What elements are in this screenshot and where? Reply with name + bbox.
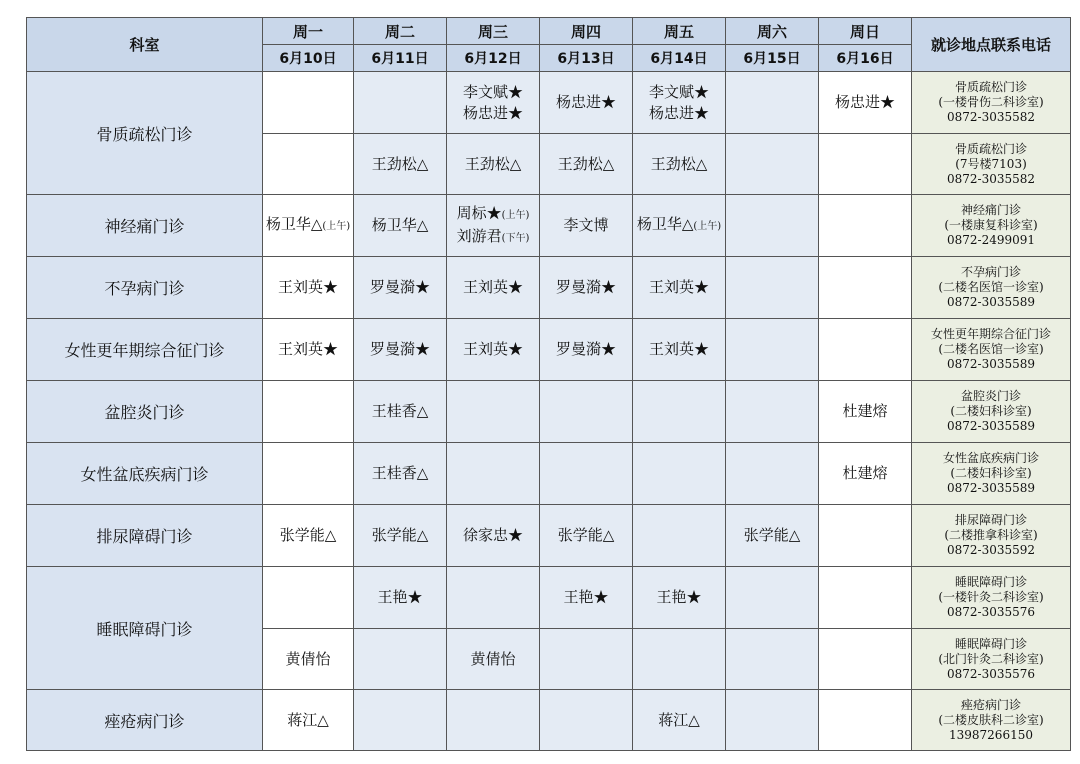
schedule-row [27, 195, 1071, 257]
doctor-name: 王刘英★ [462, 340, 523, 358]
doctor-line [263, 214, 353, 237]
doctor-line [633, 214, 725, 237]
doctor-name: 王艳★ [563, 588, 609, 606]
doctor-cell [263, 72, 354, 134]
location-text: 盆腔炎门诊 [960, 389, 1021, 403]
doctor-cell [726, 381, 819, 443]
doctor-cell [263, 690, 354, 751]
doctor-cell [447, 257, 540, 319]
schedule-row [27, 690, 1071, 751]
doctor-name: 杨忠进★ [555, 93, 616, 111]
doctor-line [540, 215, 632, 236]
doctor-name: 杨忠进★ [462, 103, 523, 122]
doctor-line [354, 587, 446, 608]
location-cell [912, 690, 1071, 751]
doctor-line [447, 649, 539, 670]
doctor-name: 杜建熔 [842, 402, 888, 420]
doctor-line [819, 463, 911, 484]
doctor-cell [447, 629, 540, 690]
doctor-cell [263, 567, 354, 629]
doctor-cell [540, 134, 633, 195]
doctor-name: 李文赋★ [462, 82, 523, 101]
doctor-cell [726, 690, 819, 751]
doctor-name: 罗曼漪★ [555, 340, 616, 358]
doctor-name: 王刘英★ [277, 278, 338, 296]
doctor-line [354, 215, 446, 236]
phone-number: 0872-3035576 [946, 666, 1036, 681]
doctor-name: 王劲松△ [371, 154, 429, 173]
doctor-name: 蒋江△ [287, 710, 329, 729]
session-tag: (上午) [322, 221, 351, 232]
doctor-cell [354, 443, 447, 505]
doctor-name: 李文博 [563, 216, 609, 234]
location-text: 排尿障碍门诊 [954, 513, 1027, 527]
location-text: (二楼妇科诊室) [950, 466, 1032, 480]
doctor-cell [354, 72, 447, 134]
weekday-header: 周二 [354, 18, 447, 45]
doctor-line [447, 226, 539, 249]
doctor-cell [819, 72, 912, 134]
doctor-line [540, 339, 632, 360]
location-cell [912, 319, 1071, 381]
weekday-header: 周五 [633, 18, 726, 45]
location-cell [912, 257, 1071, 319]
doctor-cell [633, 443, 726, 505]
date-header: 6月12日 [447, 45, 540, 72]
doctor-line [447, 339, 539, 360]
doctor-name: 杨卫华△ [265, 215, 323, 233]
schedule-row [27, 443, 1071, 505]
phone-number: 0872-3035589 [946, 357, 1036, 371]
schedule-row [27, 381, 1071, 443]
doctor-cell [540, 72, 633, 134]
doctor-cell [354, 319, 447, 381]
doctor-line [447, 277, 539, 298]
location-text: (二楼皮肤科二诊室) [938, 712, 1044, 727]
doctor-cell [819, 505, 912, 567]
doctor-name: 张学能△ [743, 526, 801, 544]
phone-number: 0872-3035589 [946, 419, 1036, 433]
weekday-header: 周三 [447, 18, 540, 45]
doctor-line [354, 339, 446, 360]
schedule-row [27, 567, 1071, 629]
doctor-name: 王艳★ [377, 588, 423, 606]
dept-name: 女性更年期综合征门诊 [27, 319, 263, 381]
session-tag: (下午) [501, 232, 530, 244]
phone-number: 0872-3035582 [946, 171, 1036, 186]
doctor-line [633, 587, 725, 608]
location-cell [912, 567, 1071, 629]
doctor-cell [447, 195, 540, 257]
doctor-cell [354, 257, 447, 319]
date-header: 6月14日 [633, 45, 726, 72]
location-text: 不孕病门诊 [960, 265, 1021, 279]
doctor-line [263, 277, 353, 298]
doctor-cell [726, 195, 819, 257]
doctor-cell [819, 567, 912, 629]
doctor-name: 刘游君 [456, 226, 502, 245]
location-text: 睡眠障碍门诊 [954, 636, 1027, 651]
date-header: 6月10日 [263, 45, 354, 72]
schedule-row [27, 505, 1071, 567]
doctor-cell [354, 505, 447, 567]
doctor-cell [819, 319, 912, 381]
doctor-cell [540, 381, 633, 443]
doctor-cell [540, 195, 633, 257]
doctor-cell [447, 690, 540, 751]
weekday-header: 周四 [540, 18, 633, 45]
doctor-cell [633, 381, 726, 443]
location-cell [912, 443, 1071, 505]
doctor-cell [726, 319, 819, 381]
doctor-cell [540, 505, 633, 567]
location-text: (7号楼7103) [955, 156, 1027, 171]
doctor-cell [447, 443, 540, 505]
session-tag: (上午) [693, 221, 722, 232]
location-cell [912, 72, 1071, 134]
doctor-cell [819, 257, 912, 319]
doctor-line [633, 339, 725, 360]
doctor-cell [819, 195, 912, 257]
doctor-line [633, 710, 725, 731]
doctor-line [354, 401, 446, 422]
doctor-cell [633, 195, 726, 257]
doctor-cell [633, 690, 726, 751]
doctor-name: 杨忠进★ [648, 103, 709, 122]
doctor-cell [726, 72, 819, 134]
doctor-line [447, 82, 539, 103]
location-text: 骨质疏松门诊 [954, 80, 1027, 94]
doctor-line [540, 92, 632, 113]
location-header: 就诊地点联系电话 [912, 18, 1071, 72]
doctor-cell [633, 629, 726, 690]
doctor-name: 李文赋★ [648, 82, 709, 101]
location-text: (二楼推拿科诊室) [944, 528, 1038, 542]
dept-name: 睡眠障碍门诊 [27, 567, 263, 690]
doctor-cell [263, 257, 354, 319]
doctor-cell [726, 257, 819, 319]
doctor-cell [819, 629, 912, 690]
doctor-name: 张学能△ [371, 526, 429, 544]
doctor-cell [819, 134, 912, 195]
location-cell [912, 134, 1071, 195]
doctor-line [447, 154, 539, 175]
location-text: (二楼名医馆一诊室) [938, 280, 1044, 294]
dept-name: 神经痛门诊 [27, 195, 263, 257]
doctor-line [540, 587, 632, 608]
schedule-row [27, 72, 1071, 134]
phone-number: 0872-3035582 [946, 110, 1036, 124]
doctor-cell [263, 381, 354, 443]
doctor-name: 王桂香△ [371, 402, 429, 420]
doctor-name: 蒋江△ [658, 710, 700, 729]
doctor-cell [263, 443, 354, 505]
doctor-cell [633, 72, 726, 134]
doctor-cell [540, 443, 633, 505]
date-header: 6月15日 [726, 45, 819, 72]
location-cell [912, 505, 1071, 567]
doctor-cell [447, 567, 540, 629]
dept-name: 排尿障碍门诊 [27, 505, 263, 567]
doctor-name: 徐家忠★ [462, 526, 523, 544]
doctor-name: 张学能△ [279, 526, 337, 544]
dept-name: 痤疮病门诊 [27, 690, 263, 751]
weekday-header: 周日 [819, 18, 912, 45]
doctor-name: 王桂香△ [371, 464, 429, 482]
doctor-name: 王艳★ [656, 588, 702, 606]
doctor-line [447, 103, 539, 124]
dept-name: 女性盆底疾病门诊 [27, 443, 263, 505]
schedule-row [27, 319, 1071, 381]
doctor-cell [726, 443, 819, 505]
doctor-cell [354, 690, 447, 751]
doctor-cell [726, 505, 819, 567]
doctor-line [354, 154, 446, 175]
doctor-name: 黄倩怡 [470, 649, 516, 668]
doctor-line [819, 92, 911, 113]
doctor-line [633, 103, 725, 124]
phone-number: 13987266150 [949, 727, 1033, 742]
phone-number: 0872-3035576 [946, 605, 1036, 619]
location-text: (二楼名医馆一诊室) [938, 342, 1044, 356]
doctor-name: 罗曼漪★ [369, 340, 430, 358]
weekday-header: 周六 [726, 18, 819, 45]
doctor-line [633, 82, 725, 103]
doctor-name: 杨卫华△ [371, 216, 429, 234]
doctor-cell [263, 195, 354, 257]
doctor-line [540, 525, 632, 546]
doctor-line [726, 525, 818, 546]
doctor-cell [633, 505, 726, 567]
session-tag: (上午) [501, 209, 530, 221]
date-header: 6月13日 [540, 45, 633, 72]
doctor-line [263, 339, 353, 360]
location-text: 女性更年期综合征门诊 [930, 327, 1051, 341]
doctor-cell [819, 690, 912, 751]
doctor-name: 杨忠进★ [834, 93, 895, 111]
doctor-line [263, 649, 353, 670]
doctor-cell [354, 195, 447, 257]
doctor-cell [354, 567, 447, 629]
doctor-cell [819, 443, 912, 505]
doctor-line [354, 463, 446, 484]
doctor-name: 王刘英★ [648, 278, 709, 296]
phone-number: 0872-2499091 [946, 233, 1036, 247]
date-header: 6月16日 [819, 45, 912, 72]
doctor-line [819, 401, 911, 422]
doctor-name: 杜建熔 [842, 464, 888, 482]
doctor-line [354, 525, 446, 546]
location-text: 睡眠障碍门诊 [954, 575, 1027, 589]
doctor-cell [726, 567, 819, 629]
doctor-cell [447, 505, 540, 567]
doctor-cell [633, 257, 726, 319]
location-text: (一楼康复科诊室) [944, 218, 1038, 232]
clinic-schedule-table [26, 17, 1071, 751]
location-text: (一楼针灸二科诊室) [938, 590, 1044, 604]
doctor-line [354, 277, 446, 298]
doctor-cell [447, 319, 540, 381]
phone-number: 0872-3035592 [946, 543, 1036, 557]
location-text: 神经痛门诊 [960, 203, 1021, 217]
doctor-line [540, 277, 632, 298]
dept-header: 科室 [27, 18, 263, 72]
doctor-cell [447, 134, 540, 195]
location-cell [912, 381, 1071, 443]
doctor-cell [540, 690, 633, 751]
doctor-name: 杨卫华△ [636, 215, 694, 233]
doctor-name: 王刘英★ [648, 340, 709, 358]
doctor-line [540, 154, 632, 175]
schedule-row [27, 257, 1071, 319]
location-text: (一楼骨伤二科诊室) [938, 95, 1044, 109]
doctor-name: 王劲松△ [557, 154, 615, 173]
doctor-name: 周标★ [456, 203, 502, 222]
location-text: 女性盆底疾病门诊 [942, 451, 1039, 465]
doctor-line [447, 525, 539, 546]
doctor-cell [540, 567, 633, 629]
doctor-line [633, 154, 725, 175]
weekday-header: 周一 [263, 18, 354, 45]
phone-number: 0872-3035589 [946, 295, 1036, 309]
doctor-cell [633, 134, 726, 195]
location-cell [912, 195, 1071, 257]
location-text: (二楼妇科诊室) [950, 404, 1032, 418]
dept-name: 骨质疏松门诊 [27, 72, 263, 195]
phone-number: 0872-3035589 [946, 481, 1036, 495]
doctor-cell [447, 72, 540, 134]
doctor-cell [633, 567, 726, 629]
doctor-cell [633, 319, 726, 381]
doctor-name: 罗曼漪★ [369, 278, 430, 296]
date-header: 6月11日 [354, 45, 447, 72]
doctor-line [633, 277, 725, 298]
doctor-cell [540, 629, 633, 690]
doctor-line [263, 710, 353, 731]
doctor-cell [540, 319, 633, 381]
dept-name: 盆腔炎门诊 [27, 381, 263, 443]
doctor-cell [263, 319, 354, 381]
doctor-name: 黄倩怡 [285, 649, 331, 668]
doctor-name: 王劲松△ [650, 154, 708, 173]
doctor-name: 张学能△ [557, 526, 615, 544]
location-text: (北门针灸二科诊室) [938, 651, 1044, 666]
doctor-cell [540, 257, 633, 319]
doctor-name: 王劲松△ [464, 154, 522, 173]
doctor-cell [726, 629, 819, 690]
dept-name: 不孕病门诊 [27, 257, 263, 319]
doctor-cell [354, 629, 447, 690]
doctor-cell [819, 381, 912, 443]
doctor-cell [354, 134, 447, 195]
doctor-cell [263, 134, 354, 195]
doctor-cell [263, 629, 354, 690]
doctor-cell [263, 505, 354, 567]
schedule-body [27, 72, 1071, 751]
doctor-cell [726, 134, 819, 195]
doctor-name: 王刘英★ [277, 340, 338, 358]
doctor-name: 罗曼漪★ [555, 278, 616, 296]
doctor-line [447, 203, 539, 226]
location-text: 骨质疏松门诊 [954, 141, 1027, 156]
doctor-cell [447, 381, 540, 443]
doctor-line [263, 525, 353, 546]
doctor-name: 王刘英★ [462, 278, 523, 296]
location-cell [912, 629, 1071, 690]
doctor-cell [354, 381, 447, 443]
location-text: 痤疮病门诊 [960, 697, 1021, 712]
